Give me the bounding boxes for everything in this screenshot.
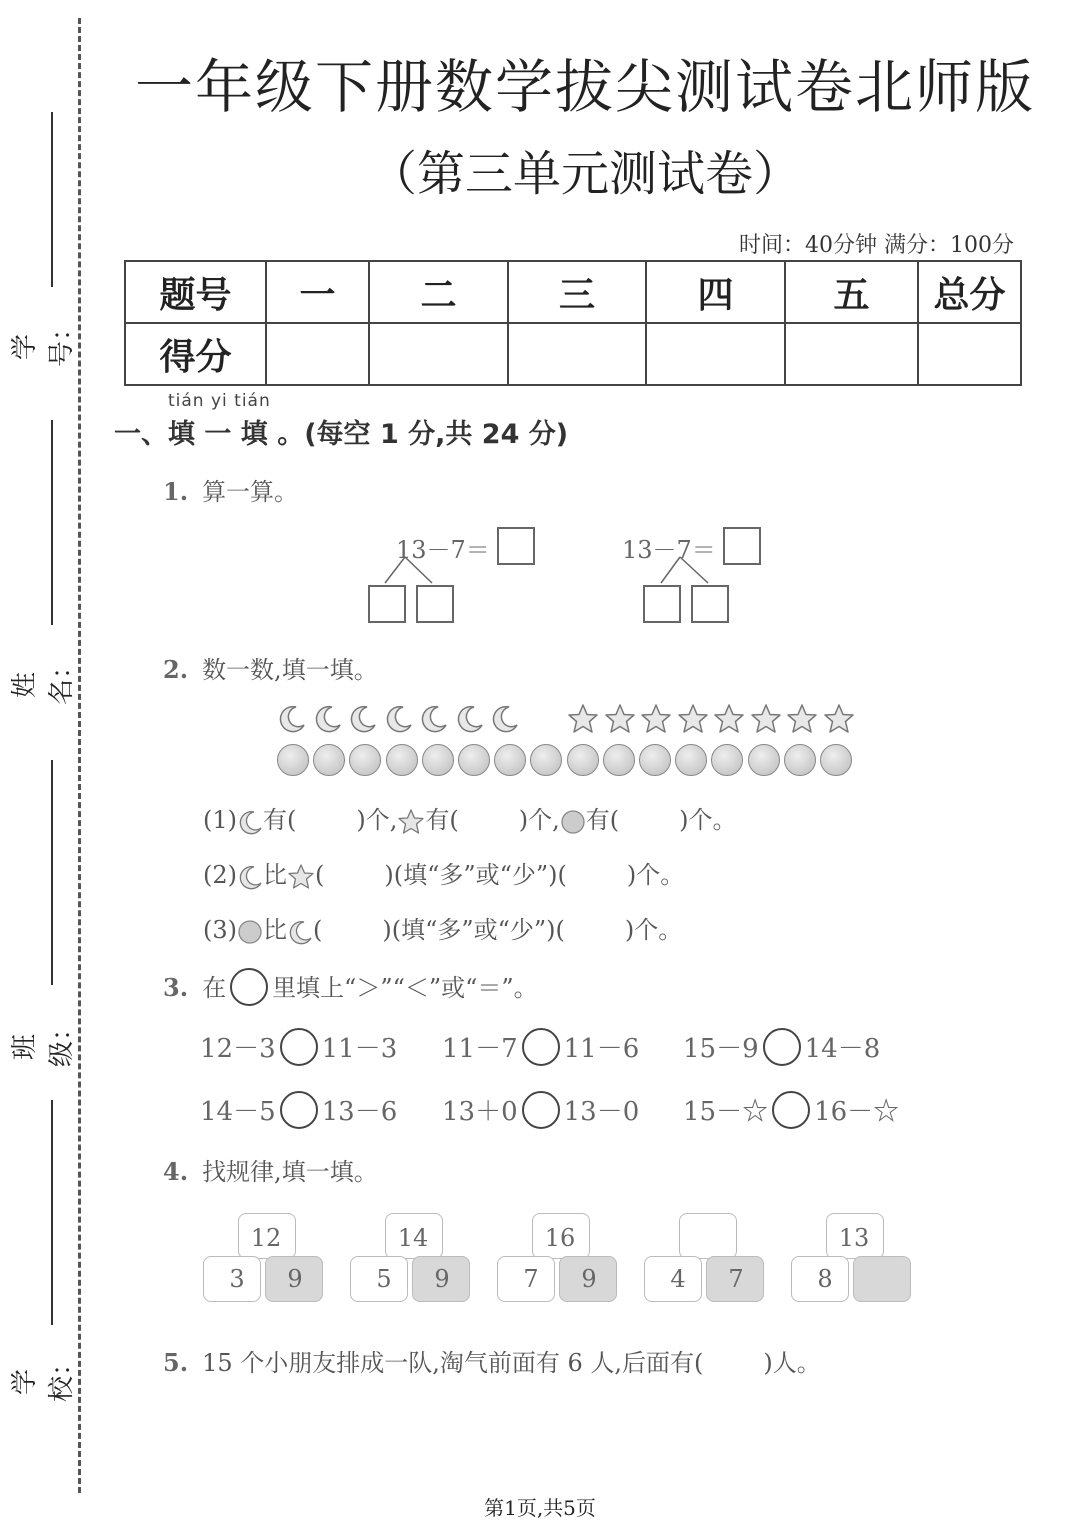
puzzle-top-number: 12 [250,1224,282,1252]
moon-icon [313,704,343,734]
circle-icon [230,968,268,1006]
q5-prompt [163,1343,821,1378]
school-line [51,1100,53,1325]
q3-prompt [163,968,538,1009]
puzzle-right-number: 9 [581,1265,597,1293]
ball-icon [675,744,707,776]
class-line [51,760,53,985]
ball-icon [349,744,381,776]
compare-right: 14－8 [804,1034,881,1064]
ball-icon [277,744,309,776]
compare-right: 11－6 [563,1034,640,1064]
moon-icon [348,704,378,734]
moon-icon [455,704,485,734]
star-icon [604,703,636,735]
compare-circle[interactable] [763,1028,801,1066]
q1-number: 1. [163,477,189,506]
q1-split-box[interactable] [643,585,681,623]
q2-text: 数一数,填一填。 [202,656,378,684]
q2-line-3-text: 比 [263,916,287,944]
q2-line-1-text: )个, [356,806,398,834]
puzzle-right-number: 7 [728,1265,744,1293]
ball-icon [237,919,263,945]
student-id-line [51,112,53,287]
q2-line-1-text: )个。 [679,806,737,834]
moon-icon [237,809,263,835]
q2-line-3-index: (3) [203,916,237,944]
ball-icon [567,744,599,776]
star-icon [567,703,599,735]
puzzle-top-number: 13 [838,1224,870,1252]
star-icon [287,863,315,891]
q1-split-box[interactable] [416,585,454,623]
ball-icon [313,744,345,776]
score-cell[interactable] [646,323,785,385]
compare-item [683,1028,880,1069]
ball-icon [458,744,490,776]
compare-circle[interactable] [280,1028,318,1066]
compare-circle[interactable] [772,1091,810,1129]
ball-icon [530,744,562,776]
name-label: 姓名： [10,652,77,705]
q2-line-2-text: )(填“多”或“少”)( [384,861,567,889]
score-row-label: 得分 [125,323,266,385]
compare-right: 11－3 [321,1034,398,1064]
ball-icon [603,744,635,776]
q1-text: 算一算。 [202,478,299,506]
q2-line-1-index: (1) [203,806,237,834]
q5-text-end: )人。 [763,1349,821,1377]
score-header-cell: 总分 [918,261,1021,323]
puzzle-left-number: 4 [670,1265,686,1293]
star-icon [750,703,782,735]
score-cell[interactable] [918,323,1021,385]
compare-item [200,1091,397,1132]
star-icon [823,703,855,735]
compare-circle[interactable] [280,1091,318,1129]
binding-dashed-line [78,18,81,1493]
moon-icon [287,919,313,945]
q2-line-2-text: )个。 [626,861,685,889]
compare-left: 15－9 [683,1034,759,1064]
score-header-cell: 题号 [125,261,266,323]
compare-right: 16－☆ [814,1097,900,1127]
ball-icon [748,744,780,776]
q2-line-3-text: )(填“多”或“少”)( [382,916,565,944]
puzzle-piece-top [679,1213,737,1259]
q5-text: 15 个小朋友排成一队,淘气前面有 6 人,后面有( [202,1349,704,1377]
ball-icon [386,744,418,776]
q2-number: 2. [163,655,189,684]
compare-item [442,1091,639,1132]
score-header-cell: 二 [369,261,508,323]
compare-left: 13＋0 [442,1097,518,1127]
class-label: 班级： [10,1014,77,1067]
ball-icon [711,744,743,776]
ball-icon [494,744,526,776]
score-header-cell: 五 [785,261,918,323]
student-id-label: 学号： [10,314,77,367]
star-icon [640,703,672,735]
q1-expression-2: 13－7＝ [622,536,716,564]
q2-line-2-index: (2) [203,861,237,889]
score-table [124,260,1022,386]
moon-icon [490,704,520,734]
ball-icon [639,744,671,776]
compare-left: 11－7 [442,1034,518,1064]
q1-split-box[interactable] [691,585,729,623]
school-label: 学校： [10,1349,77,1402]
q2-line-1-text: 有( [263,806,297,834]
compare-circle[interactable] [522,1028,560,1066]
q5-number: 5. [163,1348,189,1377]
puzzle-right-number: 9 [287,1265,303,1293]
moon-icon [384,704,414,734]
puzzle-right-number: 9 [434,1265,450,1293]
star-icon [713,703,745,735]
star-icon [786,703,818,735]
compare-circle[interactable] [522,1091,560,1129]
compare-right: 13－0 [563,1097,640,1127]
score-header-cell: 四 [646,261,785,323]
q3-text: 在 [202,974,227,1002]
q2-line-2-text: 比 [263,861,287,889]
puzzle-top-number: 14 [397,1224,429,1252]
puzzle-left-number: 7 [523,1265,539,1293]
q3-text: 里填上“＞”“＜”或“＝”。 [272,974,538,1002]
section1-title: 一、填 一 填 。(每空 1 分,共 24 分) [114,419,569,450]
q2-line-1-text: )个, [518,806,560,834]
compare-left: 12－3 [200,1034,276,1064]
moon-icon [237,864,263,890]
q1-answer-box-1[interactable] [497,527,535,565]
compare-left: 14－5 [200,1097,276,1127]
q2-line-2-text: ( [315,861,325,889]
q2-line-1-text: 有( [425,806,459,834]
compare-right: 13－6 [321,1097,398,1127]
compare-item [442,1028,639,1069]
puzzle-piece-right [853,1256,911,1302]
q4-text: 找规律,填一填。 [202,1158,378,1186]
ball-icon [422,744,454,776]
score-header-cell: 三 [508,261,646,323]
score-table-header-row [125,261,1021,323]
time-info: 时间：40分钟 满分：100分 [739,233,1014,258]
q1-prompt [163,472,298,507]
moon-icon [419,704,449,734]
score-cell[interactable] [785,323,918,385]
q3-number: 3. [163,973,189,1002]
page-footer: 第1页,共5页 [484,1496,596,1520]
page-title: 一年级下册数学拔尖测试卷北师版 [134,53,1035,121]
q2-line-3-text: ( [313,916,323,944]
q2-line-1 [203,800,737,836]
score-table-score-row [125,323,1021,385]
compare-item [200,1028,397,1069]
score-cell[interactable] [508,323,646,385]
puzzle-left-number: 8 [817,1265,833,1293]
score-cell[interactable] [266,323,369,385]
ball-icon [820,744,852,776]
puzzle-top-number: 16 [544,1224,576,1252]
name-line [51,420,53,625]
q2-line-3-text: )个。 [624,916,683,944]
moon-icon [277,704,307,734]
puzzle-left-number: 5 [376,1265,392,1293]
q2-line-2 [203,855,684,891]
ball-icon [784,744,816,776]
q1-expression-1: 13－7＝ [396,536,490,564]
compare-left: 15－☆ [683,1097,769,1127]
puzzle-left-number: 3 [229,1265,245,1293]
score-cell[interactable] [369,323,508,385]
q4-prompt [163,1152,378,1187]
section1-pinyin: tián yi tián [168,391,271,411]
page-subtitle: （第三单元测试卷） [368,146,801,202]
q2-line-1-text: 有( [585,806,620,834]
q4-number: 4. [163,1157,189,1186]
star-icon [677,703,709,735]
q1-split-box[interactable] [368,585,406,623]
score-header-cell: 一 [266,261,369,323]
ball-icon [560,809,586,835]
q2-line-3 [203,910,682,945]
q2-prompt [163,650,378,685]
compare-item [683,1091,899,1132]
star-icon [397,808,425,836]
